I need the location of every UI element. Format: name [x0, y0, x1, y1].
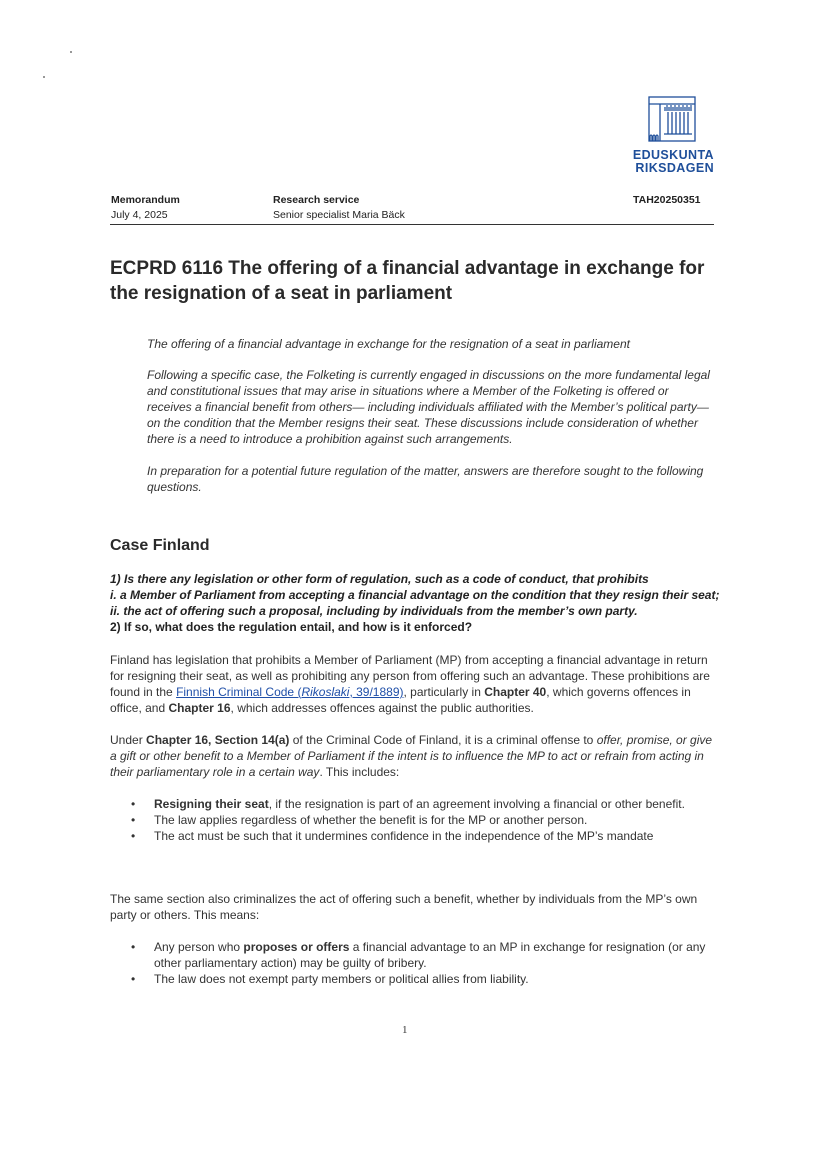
question-1-line-2: i. a Member of Parliament from accepting a financial advantage on the condition that they resign their seat; ii. the act of offering such a proposal, including by individuals from the member’s own party.	[110, 588, 720, 618]
parliament-building-icon	[648, 96, 696, 142]
body-paragraph-2	[110, 732, 715, 780]
scan-speck	[43, 76, 45, 78]
bullet-text: The law does not exempt party members or political allies from liability.	[154, 972, 529, 986]
intro-paragraph-2: Following a specific case, the Folketing is currently engaged in discussions on the more fundamental legal and constitutional issues that may arise in situations where a Member of the Folketing is offered or receives a financial benefit from others— including individuals affiliated with the Member’s political party—on the condition that the Member resigns their seat. These discussions include consideration of whether there is a need to introduce a prohibition against such arrangements.	[147, 368, 710, 446]
link-text: Finnish Criminal Code (	[176, 685, 302, 699]
header-divider	[110, 224, 714, 225]
criminal-code-link[interactable]	[176, 685, 403, 699]
meta-reference-block	[633, 193, 701, 208]
intro-paragraph-3: In preparation for a potential future regulation of the matter, answers are therefore sought to the following questions.	[147, 464, 704, 494]
p2-italic-text: offer, promise, or give a gift or other benefit to a Member of Parliament if the intent is to influence the MP to act or refrain from acting in their parliamentary role in a certain way	[110, 733, 713, 779]
list-item	[110, 796, 714, 812]
p1-text-a: Finland has legislation that prohibits a Member of Parliament (MP) from accepting a financial advantage in return for resigning their seat, as well as prohibiting any person from offering such an advantage. These prohibitions are found in the	[110, 653, 710, 699]
bullet-text: Any person who	[154, 940, 244, 954]
author: Senior specialist Maria Bäck	[273, 209, 405, 221]
doc-type: Memorandum	[111, 194, 180, 206]
bullet-text: a financial advantage to an MP in exchange for resignation (or any other parliamentary action) may be guilty of bribery.	[154, 940, 706, 970]
meta-doctype-block	[111, 193, 180, 223]
p1-text-b: , particularly in	[403, 685, 485, 699]
org-name-finnish: EDUSKUNTA	[632, 148, 714, 162]
list-item	[110, 971, 710, 987]
department: Research service	[273, 194, 360, 206]
question-block	[110, 571, 720, 635]
link-italic-text: Rikoslaki	[301, 685, 350, 699]
list-item	[110, 939, 710, 971]
intro-paragraph-1: The offering of a financial advantage in exchange for the resignation of a seat in parliament	[147, 337, 630, 351]
org-name-swedish: RIKSDAGEN	[635, 161, 714, 175]
question-1-line-1: 1) Is there any legislation or other form of regulation, such as a code of conduct, that prohibits	[110, 572, 649, 586]
p2-text-c: . This includes:	[319, 765, 400, 779]
p1-text-d: , which addresses offences against the public authorities.	[230, 701, 534, 715]
chapter-16: Chapter 16	[168, 701, 231, 715]
bullet-bold: Resigning their seat	[154, 797, 269, 811]
meta-author-block	[273, 193, 405, 223]
doc-date: July 4, 2025	[111, 209, 168, 221]
list-item	[110, 812, 714, 828]
parliament-logo	[600, 96, 714, 175]
link-text-end: , 39/1889)	[349, 685, 404, 699]
bullet-list-1	[110, 796, 714, 844]
reference-number: TAH20250351	[633, 194, 701, 206]
bullet-text: The act must be such that it undermines confidence in the independence of the MP’s mandate	[154, 829, 654, 843]
section-heading: Case Finland	[110, 537, 210, 554]
page-title: ECPRD 6116 The offering of a financial advantage in exchange for the resignation of a seat in parliament	[110, 258, 705, 304]
bullet-text: , if the resignation is part of an agreement involving a financial or other benefit.	[268, 797, 685, 811]
bullet-text: The law applies regardless of whether the benefit is for the MP or another person.	[154, 813, 588, 827]
p2-text-a: Under	[110, 733, 147, 747]
chapter-40: Chapter 40	[484, 685, 547, 699]
p1-text-c: , which governs offences in office, and	[110, 685, 691, 715]
list-item	[110, 828, 714, 844]
bullet-list-2	[110, 939, 710, 987]
scan-speck	[70, 51, 72, 53]
body-paragraph-3: The same section also criminalizes the act of offering such a benefit, whether by individuals from the MP’s own party or others. This means:	[110, 892, 698, 922]
p2-text-b: of the Criminal Code of Finland, it is a criminal offense to	[289, 733, 597, 747]
section-14a: Chapter 16, Section 14(a)	[146, 733, 290, 747]
bullet-bold: proposes or offers	[243, 940, 350, 954]
question-2: 2) If so, what does the regulation entail, and how is it enforced?	[110, 620, 473, 634]
body-paragraph-1	[110, 652, 715, 716]
page-number: 1	[402, 1024, 408, 1036]
